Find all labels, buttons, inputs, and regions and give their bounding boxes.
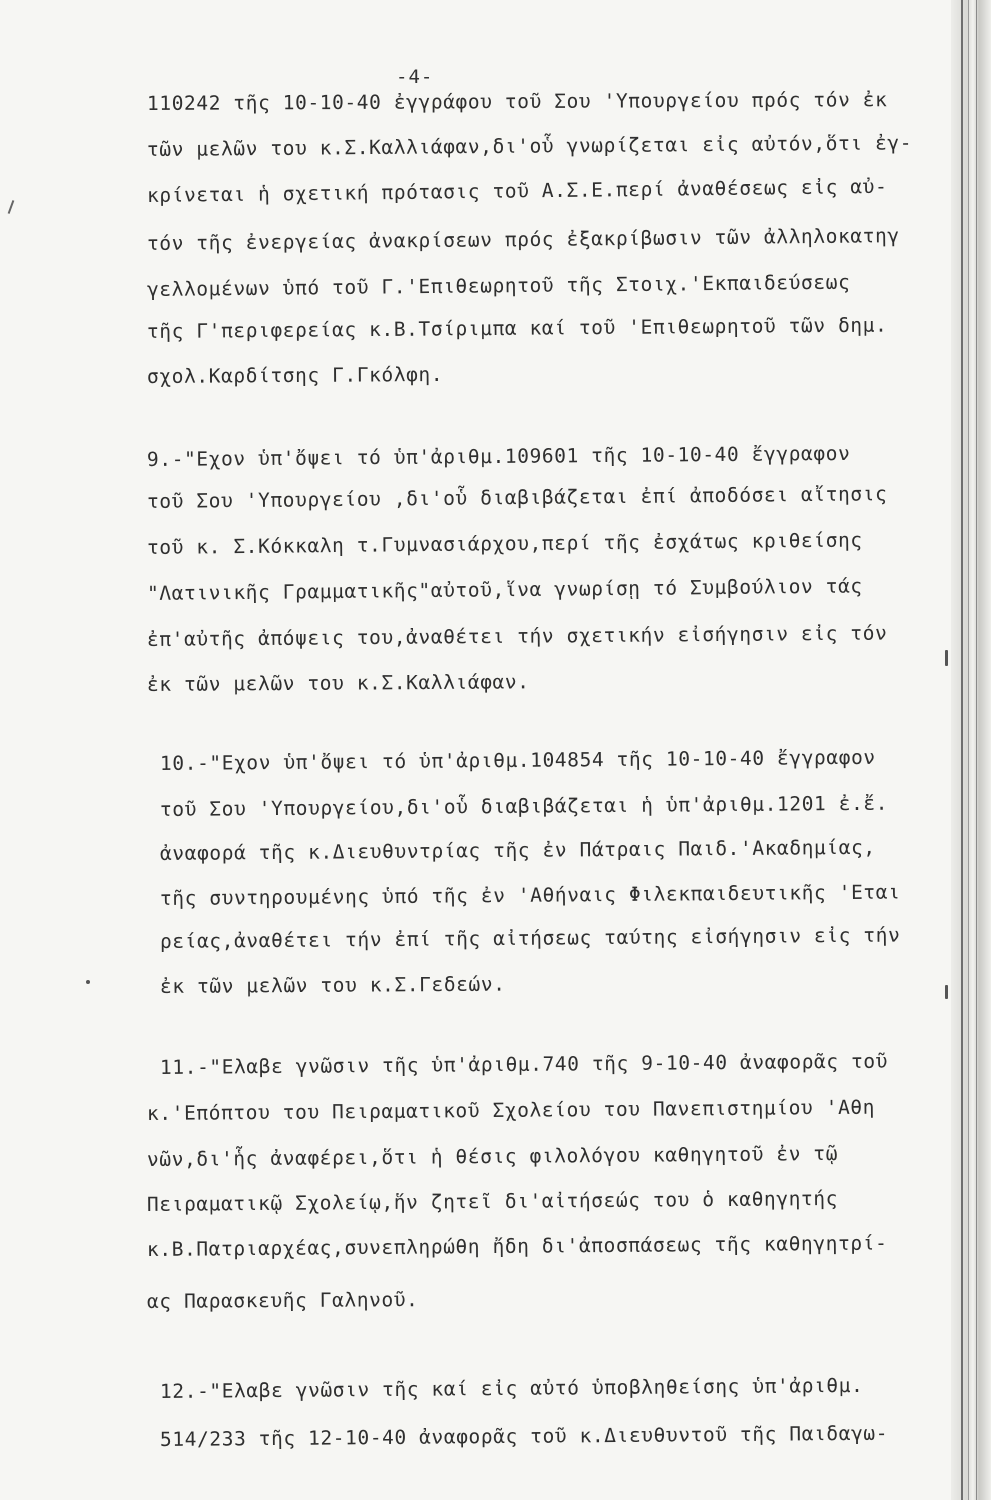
text-line: νῶν,δι'ἧς ἀναφέρει,ὅτι ἡ θέσις φιλολόγου καθηγητοῦ ἐν τῷ xyxy=(146,1141,839,1171)
text-line: τόν τῆς ἐνεργείας ἀνακρίσεων πρός ἐξακρίβωσιν τῶν ἀλληλοκατηγ xyxy=(146,224,900,255)
text-line: ἀναφορά τῆς κ.Διευθυντρίας τῆς ἐν Πάτραις Παιδ.'Ακαδημίας, xyxy=(159,835,876,865)
text-line: ρείας,ἀναθέτει τήν ἐπί τῆς αἰτήσεως ταύτης εἰσήγησιν εἰς τήν xyxy=(159,923,901,953)
scan-speck xyxy=(945,985,948,999)
text-line: 514/233 τῆς 12-10-40 ἀναφορᾶς τοῦ κ.Διευθυντοῦ τῆς Παιδαγω- xyxy=(159,1421,889,1451)
text-line: 9.-"Εχον ὑπ'ὄψει τό ὑπ'ἀριθμ.109601 τῆς 10-10-40 ἔγγραφον xyxy=(146,441,851,471)
scan-speck xyxy=(945,650,948,666)
text-line: 12.-"Ελαβε γνῶσιν τῆς καί εἰς αὐτό ὑποβληθείσης ὑπ'ἀριθμ. xyxy=(159,1373,864,1403)
binding-line xyxy=(961,0,963,1500)
text-line: τοῦ Σου 'Υπουργείου ,δι'οὗ διαβιβάζεται ἐπί ἀποδόσει αἴτησις xyxy=(146,482,888,513)
text-line: "Λατινικῆς Γραμματικῆς"αὐτοῦ,ἵνα γνωρίσῃ τό Συμβούλιον τάς xyxy=(146,574,863,605)
text-line: τοῦ κ. Σ.Κόκκαλη τ.Γυμνασιάρχου,περί τῆς ἐσχάτως κριθείσης xyxy=(146,528,863,559)
text-line: γελλομένων ὑπό τοῦ Γ.'Επιθεωρητοῦ τῆς Στοιχ.'Εκπαιδεύσεως xyxy=(146,270,851,301)
text-line: ἐκ τῶν μελῶν του κ.Σ.Γεδεών. xyxy=(159,972,506,998)
text-line: Πειραματικῷ Σχολείῳ,ἥν ζητεῖ δι'αἰτήσεώς του ὁ καθηγητής xyxy=(146,1186,839,1216)
text-line: 110242 τῆς 10-10-40 ἐγγράφου τοῦ Σου 'Υπουργείου πρός τόν ἐκ xyxy=(146,88,888,115)
text-line: σχολ.Καρδίτσης Γ.Γκόλφη. xyxy=(146,362,444,388)
text-line: ἐπ'αὐτῆς ἀπόψεις του,ἀναθέτει τήν σχετικήν εἰσήγησιν εἰς τόν xyxy=(146,621,888,651)
text-line: ας Παρασκευῆς Γαληνοῦ. xyxy=(146,1288,419,1313)
binding-line xyxy=(968,0,969,1500)
scan-mark xyxy=(8,200,15,214)
text-line: 11.-"Ελαβε γνῶσιν τῆς ὑπ'ἀριθμ.740 τῆς 9-10-40 ἀναφορᾶς τοῦ xyxy=(159,1049,889,1079)
scan-speck xyxy=(86,980,90,984)
text-line: ἐκ τῶν μελῶν του κ.Σ.Καλλιάφαν. xyxy=(146,670,530,696)
text-line: κ.'Επόπτου του Πειραματικοῦ Σχολείου του Πανεπιστημίου 'Αθη xyxy=(146,1095,876,1125)
text-line: τοῦ Σου 'Υπουργείου,δι'οὗ διαβιβάζεται ἡ ὑπ'ἀριθμ.1201 ἐ.ἔ. xyxy=(159,791,889,821)
text-line: 10.-"Εχον ὑπ'ὄψει τό ὑπ'ἀριθμ.104854 τῆς 10-10-40 ἔγγραφον xyxy=(159,745,876,775)
text-line: τῆς Γ'περιφερείας κ.Β.Τσίριμπα καί τοῦ 'Επιθεωρητοῦ τῶν δημ. xyxy=(146,313,888,343)
page-number: -4- xyxy=(396,66,434,88)
binding-edge xyxy=(951,0,991,1500)
text-line: τῆς συντηρουμένης ὑπό τῆς ἐν 'Αθήναις Φιλεκπαιδευτικῆς 'Εται xyxy=(159,880,901,910)
text-line: κρίνεται ἡ σχετική πρότασις τοῦ Α.Σ.Ε.περί ἀναθέσεως εἰς αὐ- xyxy=(146,174,888,207)
text-line: τῶν μελῶν του κ.Σ.Καλλιάφαν,δι'οὗ γνωρίζεται εἰς αὐτόν,ὅτι ἐγ- xyxy=(146,131,913,161)
binding-line xyxy=(976,0,977,1500)
text-line: κ.Β.Πατριαρχέας,συνεπληρώθη ἤδη δι'ἀποσπάσεως τῆς καθηγητρί- xyxy=(146,1231,888,1261)
